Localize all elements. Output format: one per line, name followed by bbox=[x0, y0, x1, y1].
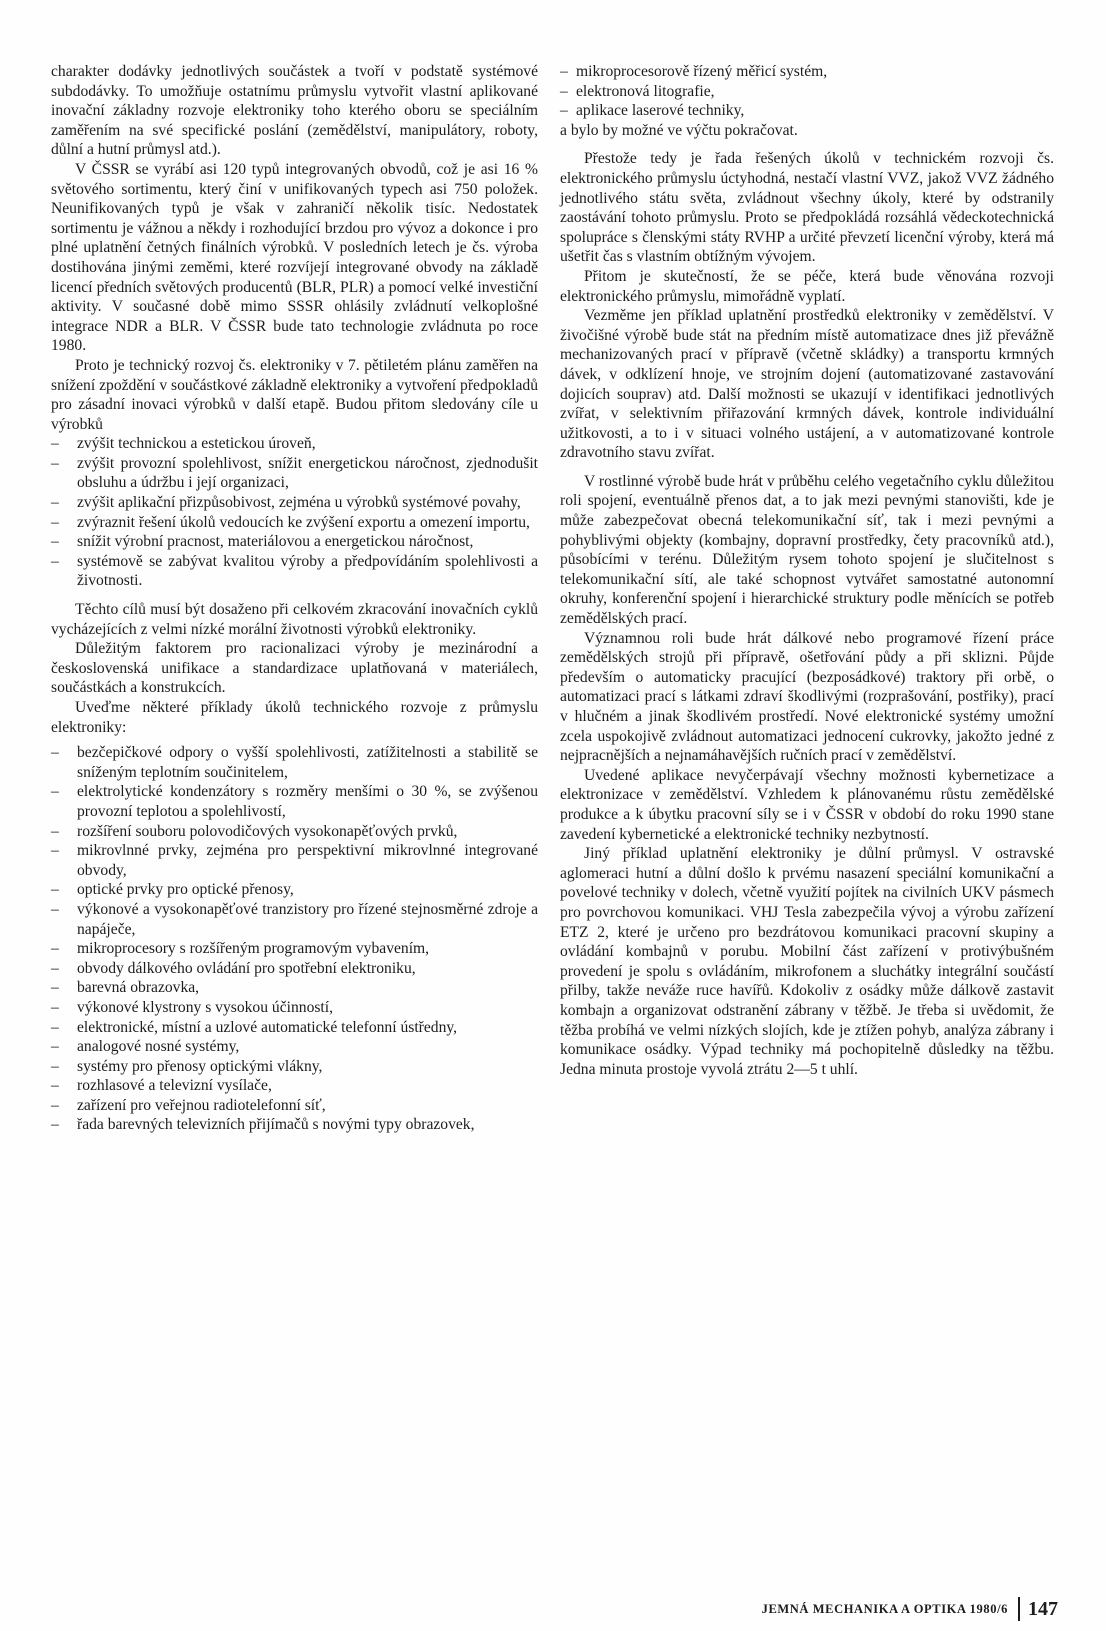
list-item: – řada barevných televizních přijímačů s novými typy obrazovek, bbox=[51, 1115, 538, 1135]
list-item: – barevná obrazovka, bbox=[51, 978, 538, 998]
list-item: – zvýšit aplikační přizpůsobivost, zejména u výrobků systémové povahy, bbox=[51, 493, 538, 513]
list-item: – optické prvky pro optické přenosy, bbox=[51, 880, 538, 900]
list-item: – elektronová litografie, bbox=[560, 82, 1054, 102]
page-number: 147 bbox=[1028, 1597, 1058, 1620]
page-footer bbox=[762, 1597, 1058, 1621]
list-item: – mikroprocesory s rozšířeným programovým vybavením, bbox=[51, 939, 538, 959]
list-item: – zařízení pro veřejnou radiotelefonní síť, bbox=[51, 1096, 538, 1116]
paragraph: Uvedené aplikace nevyčerpávají všechny možnosti kybernetizace a elektronizace v zemědělství. Vzhledem k plánovanému růstu zemědělské produkce a k úbytku pracovní síly se i v ČSSR v období do roku 1990 stane zavedení kybernetické a elektronické techniky nezbytností. bbox=[560, 766, 1054, 843]
list-item: – rozšíření souboru polovodičových vysokonapěťových prvků, bbox=[51, 822, 538, 842]
list-item: – mikroprocesorově řízený měřicí systém, bbox=[560, 62, 1054, 82]
continued-list bbox=[560, 62, 1054, 121]
list-item: – aplikace laserové techniky, bbox=[560, 101, 1054, 121]
list-item: – rozhlasové a televizní vysílače, bbox=[51, 1076, 538, 1096]
list-item: – snížit výrobní pracnost, materiálovou a energetickou náročnost, bbox=[51, 532, 538, 552]
paragraph: Přestože tedy je řada řešených úkolů v technickém rozvoji čs. elektronického průmyslu úctyhodná, nestačí vlastní VVZ, jakož VVZ žádného jednotlivého státu světa, zvládnout všechny úkoly, které by odstranily zaostávání tohoto průmyslu. Proto se předpokládá rozsáhlá vědeckotechnická spolupráce s členskými státy RVHP a určité převzetí licenční výroby, která má ušetřit čas s vlastním obtížným vývojem. bbox=[560, 150, 1054, 266]
list-item: – zvýšit technickou a estetickou úroveň, bbox=[51, 434, 538, 454]
paragraph: charakter dodávky jednotlivých součástek a tvoří v podstatě systémové subdodávky. To umožňuje ostatnímu průmyslu vytvořit vlastní aplikované inovační základny rozvoje elektroniky toho kterého oboru se speciálním zaměřením na své specifické poslání (zemědělství, manipulátory, roboty, důlní a hutní průmysl atd.). bbox=[51, 63, 538, 159]
list-item: – zvýraznit řešení úkolů vedoucích ke zvýšení exportu a omezení importu, bbox=[51, 513, 538, 533]
list-item: – výkonové klystrony s vysokou účinností, bbox=[51, 998, 538, 1018]
list-item: – výkonové a vysokonapěťové tranzistory pro řízené stejnosměrné zdroje a napáječe, bbox=[51, 900, 538, 939]
right-column bbox=[560, 62, 1054, 1079]
paragraph: Vezměme jen příklad uplatnění prostředků elektroniky v zemědělství. V živočišné výrobě bude stát na předním místě automatizace dnes již převážně mechanizovaných prací v přípravě (včetně skládky) a transportu krmných dávek, v odklízení hnoje, ve strojním dojení (automatizované zastavování dojicích souprav) atd. Další možnosti se ukazují v identifikaci jednotlivých zvířat, v selektivním přiřazování krmných dávek, kontrole individuální užitkovosti, a to i v situaci volného ustájení, a v automatizované kontrole zdravotního stavu zvířat. bbox=[560, 307, 1054, 462]
list-item: – elektronické, místní a uzlové automatické telefonní ústředny, bbox=[51, 1018, 538, 1038]
paragraph: Důležitým faktorem pro racionalizaci výroby je mezinárodní a československá unifikace a standardizace uplatňovaná v materiálech, součástkách a konstrukcích. bbox=[51, 640, 538, 697]
paragraph: Přitom je skutečností, že se péče, která bude věnována rozvoji elektronického průmyslu, mimořádně vyplatí. bbox=[560, 267, 1054, 305]
list-item: – systémově se zabývat kvalitou výroby a předpovídáním spolehlivosti a životnosti. bbox=[51, 552, 538, 591]
paragraph: V rostlinné výrobě bude hrát v průběhu celého vegetačního cyklu důležitou roli spojení, eventuálně přenos dat, a to jak mezi pevnými stanovišti, kde je může zabezpečovat obecná telekomunikační síť, tak i mezi pevnými a pohyblivými objekty (kombajny, dopravní prostředky, čety pracovníků atd.), působícími v terénu. Důležitým rysem tohoto spojení je slučitelnost s telekomunikační sítí, ale také schopnost vytvářet samostatné autonomní okruhy, konferenční spojení i hierarchické struktury podle měnících se potřeb zemědělských prací. bbox=[560, 472, 1054, 628]
list-item: – obvody dálkového ovládání pro spotřební elektroniku, bbox=[51, 959, 538, 979]
paragraph: Uveďme některé příklady úkolů technického rozvoje z průmyslu elektroniky: bbox=[51, 699, 538, 736]
left-column bbox=[51, 62, 538, 1135]
list-item: – elektrolytické kondenzátory s rozměry menšími o 30 %, se zvýšenou provozní teplotou a spolehlivostí, bbox=[51, 782, 538, 821]
list-item: – analogové nosné systémy, bbox=[51, 1037, 538, 1057]
paragraph: Proto je technický rozvoj čs. elektroniky v 7. pětiletém plánu zaměřen na snížení zpoždění v součástkové základně elektroniky a vytvoření předpokladů pro zásadní inovaci výrobků v další etapě. Budou přitom sledovány cíle u výrobků bbox=[51, 356, 538, 433]
paragraph: Jiný příklad uplatnění elektroniky je důlní průmysl. V ostravské aglomeraci hutní a důlní došlo k prvému nasazení speciální komunikační a povelové techniky v dolech, včetně využití pojítek na civilních UKV pásmech pro povrchovou komunikaci. VHJ Tesla zabezpečila vývoj a výrobu zařízení ETZ 2, které je určeno pro bezdrátovou komunikaci pracovní skupiny a ovládání kombajnů v porubu. Mobilní část zařízení v protivýbušném provedení je spolu s ovládáním, mikrofonem a sluchátky integrální součástí přilby, takže neváže ruce havířů. Kdokoliv z osádky může dálkově zastavit kombajn a organizovat odstranění zábrany v těžbě. Je třeba si uvědomit, že těžba probíhá ve velmi nízkých slojích, kde je ztížen pohyb, analýza zábrany i komunikace osádky. Výpad techniky má pochopitelně důsledky na těžbu. Jedna minuta prostoje vyvolá ztrátu 2—5 t uhlí. bbox=[560, 845, 1054, 1078]
list-item: – systémy pro přenosy optickými vlákny, bbox=[51, 1057, 538, 1077]
paragraph: Těchto cílů musí být dosaženo při celkovém zkracování inovačních cyklů vycházejících z velmi nízké morální životnosti výrobků elektroniky. bbox=[51, 601, 538, 638]
goals-list bbox=[51, 434, 538, 591]
examples-list bbox=[51, 743, 538, 1135]
journal-title: JEMNÁ MECHANIKA A OPTIKA 1980/6 bbox=[761, 1601, 1008, 1616]
paragraph: V ČSSR se vyrábí asi 120 typů integrovaných obvodů, což je asi 16 % světového sortimentu, který činí v unifikovaných typech asi 750 položek. Neunifikovaných typů je však v zahraničí několik tisíc. Nedostatek sortimentu je vážnou a někdy i rozhodující brzdou pro vývoz a dokonce i pro plné uplatnění četných finálních výrobků. V posledních letech je čs. výroba dostihována jinými zeměmi, které rozvíjejí integrované obvody na základě licencí předních světových producentů (BLR, PLR) a pomocí velké investiční aktivity. V současné době mimo SSSR ohlásily zvládnutí velkoplošné integrace NDR a BLR. V ČSSR bude tato technologie zvládnuta po roce 1980. bbox=[51, 160, 538, 355]
footer-divider bbox=[1018, 1597, 1020, 1621]
list-item: – zvýšit provozní spolehlivost, snížit energetickou náročnost, zjednodušit obsluhu a údržbu i její organizaci, bbox=[51, 454, 538, 493]
paragraph: Významnou roli bude hrát dálkové nebo programové řízení práce zemědělských strojů při přípravě, ošetřování půdy a při sklizni. Půjde především o automaticky pracující (bezposádkové) traktory při orbě, o automatizaci prací s látkami zdraví škodlivými (rozprašování, postřiky), prací v hlučném a jinak škodlivém prostředí. Nové elektronické systémy umožní zcela uspokojivě zvládnout automatizaci jednocení cukrovky, jakožto jedné z nejpracnějších a nejnamáhavějších ručních prací v zemědělství. bbox=[560, 629, 1054, 765]
list-tail: a bylo by možné ve výčtu pokračovat. bbox=[560, 121, 798, 139]
list-item: – bezčepičkové odpory o vyšší spolehlivosti, zatížitelnosti a stabilitě se sníženým teplotním součinitelem, bbox=[51, 743, 538, 782]
list-item: – mikrovlnné prvky, zejména pro perspektivní mikrovlnné integrované obvody, bbox=[51, 841, 538, 880]
